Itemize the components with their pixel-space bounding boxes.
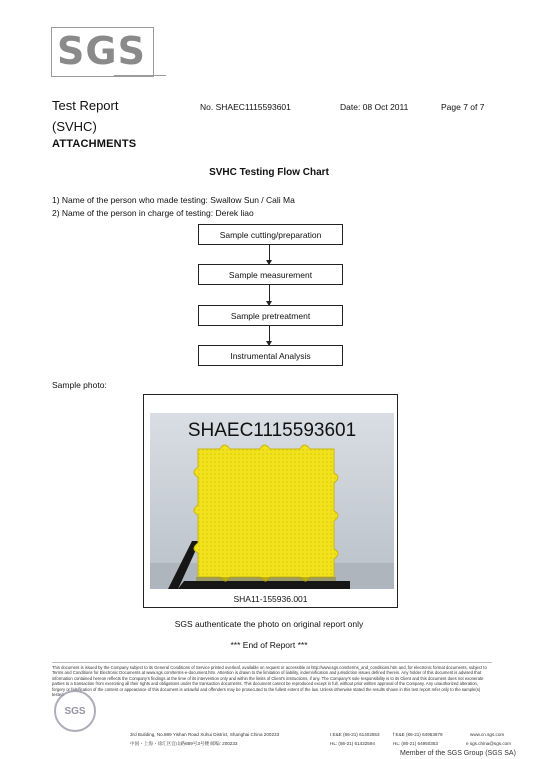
telephone-1: t E&E (86-21) 61402553 [330,732,380,737]
flow-arrow-2 [269,285,270,305]
flow-step-3: Sample pretreatment [198,305,343,326]
legal-fineprint: This document is issued by the Company subject to its General Conditions of Service printed overleaf, available on request or accessible at http://www.sgs.com/terms_and_conditions.htm and, for electronic format documents, subject to Terms and Conditions for Electronic Documents at www.sgs.com/terms-e-document.htm. Attention is drawn to the limitation of liability, indemnification and jurisdiction issues defined therein. Any holder of this document is advised that information contained hereon reflects the Company's findings at the time of its intervention only and within the limits of Client's instructions, if any. The Company's sole responsibility is to its Client and this document does not exonerate parties to a transaction from exercising all their rights and obligations under the transaction documents. This document cannot be reproduced except in full, without prior written approval of the Company. Any unauthorized alteration, forgery or falsification of the content or appearance of this document is unlawful and offenders may be prosecuted to the fullest extent of the law. Unless otherwise stated the results shown in this test report refer only to the sample(s) tested. [52,665,487,698]
report-date: Date: 08 Oct 2011 [340,102,409,112]
flow-arrow-3 [269,326,270,345]
end-of-report: *** End of Report *** [230,640,308,650]
fax-1: f E&E (86-21) 64953679 [393,732,443,737]
sgs-seal-stamp: SGS [54,690,96,732]
page-number: Page 7 of 7 [441,102,485,112]
sgs-logo: SGS [57,29,146,73]
fax-2: HL: (86-21) 64950353 [393,741,438,746]
flow-step-2: Sample measurement [198,264,343,285]
tester-name-line: 1) Name of the person who made testing: Swallow Sun / Cali Ma [52,195,295,205]
email-link[interactable]: e sgs.china@sgs.com [466,741,512,746]
flow-chart-title: SVHC Testing Flow Chart [209,167,329,178]
flow-step-1: Sample cutting/preparation [198,224,343,245]
flow-step-4: Instrumental Analysis [198,345,343,366]
incharge-name-line: 2) Name of the person in charge of testing: Derek liao [52,208,254,218]
flow-arrow-1 [269,245,270,264]
member-note: Member of the SGS Group (SGS SA) [400,750,516,757]
authenticate-note: SGS authenticate the photo on original report only [174,619,364,629]
footer-divider [52,662,492,663]
report-number: No. SHAEC1115593601 [200,102,291,112]
sample-photo-label: Sample photo: [52,380,107,390]
website-link[interactable]: www.cn.sgs.com [470,732,505,737]
address-english: 3rd Building, No.889 Yishan Road Xuhui District, Shanghai China 200233 [130,732,280,737]
report-title: Test Report [52,98,119,113]
section-heading: ATTACHMENTS [52,138,137,150]
photo-caption: SHA11-155936.001 [233,594,308,604]
photo-report-id: SHAEC1115593601 [187,420,357,441]
report-subtitle: (SVHC) [52,119,97,134]
telephone-2: HL: (86-21) 61432594 [330,741,375,746]
logo-underline [114,75,166,76]
address-chinese: 中国・上海・徐汇区宜山路889号3号楼 邮编: 200233 [130,741,238,746]
